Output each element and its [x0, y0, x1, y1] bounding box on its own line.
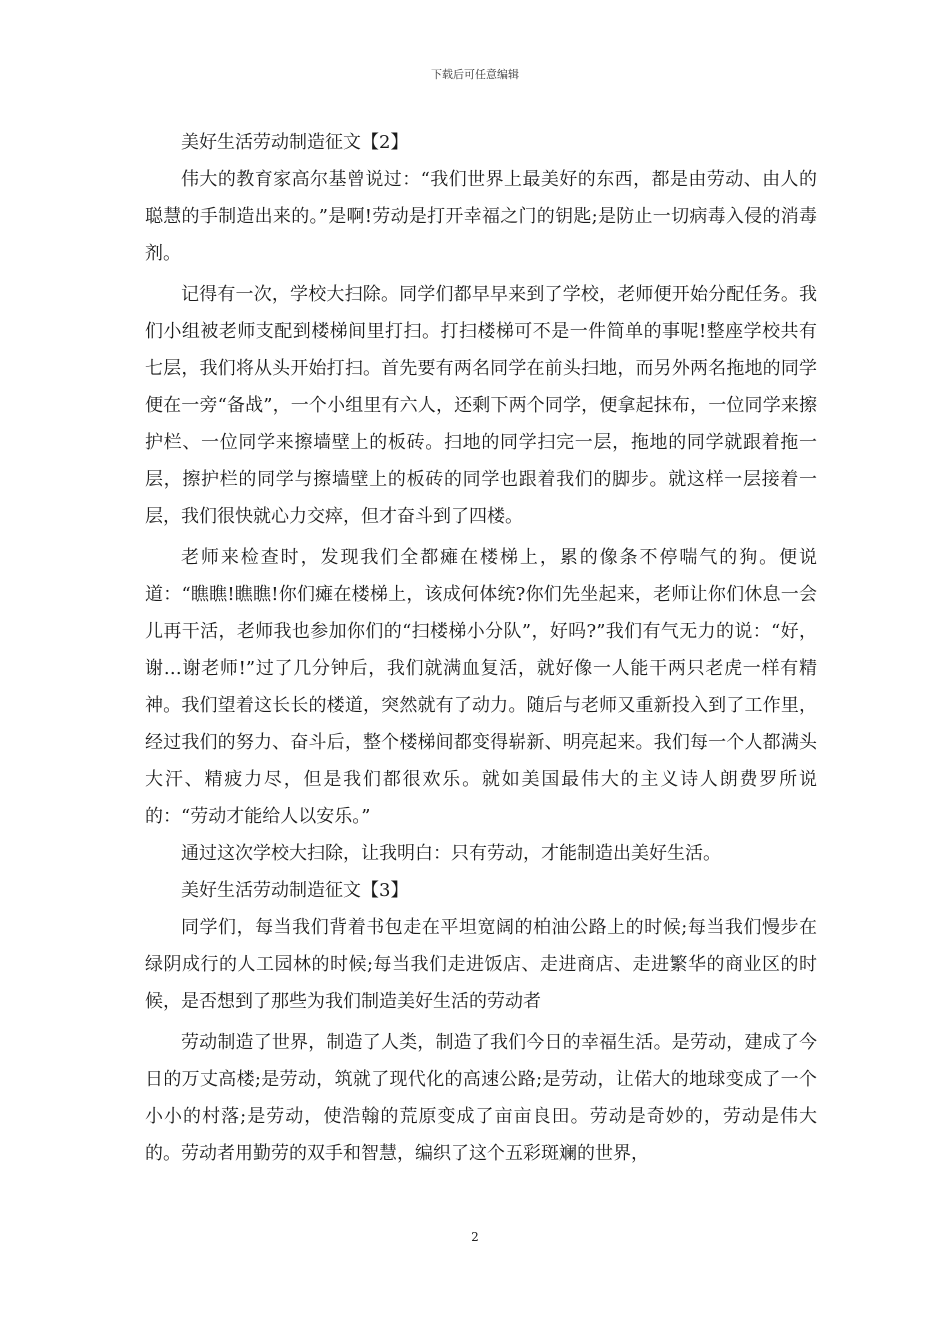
section-title: 美好生活劳动制造征文【2】 — [181, 132, 409, 153]
paragraph: 伟大的教育家高尔基曾说过：“我们世界上最美好的东西，都是由劳动、由人的聪慧的手制造出来的。”是啊!劳动是打开幸福之门的钥匙;是防止一切病毒入侵的消毒剂。 — [145, 169, 817, 264]
paragraph: 记得有一次，学校大扫除。同学们都早早来到了学校，老师便开始分配任务。我们小组被老师支配到楼梯间里打扫。打扫楼梯可不是一件简单的事呢!整座学校共有七层，我们将从头开始打扫。首先要有两名同学在前头扫地，而另外两名拖地的同学便在一旁“备战”，一个小组里有六人，还剩下两个同学，便拿起抹布，一位同学来擦护栏、一位同学来擦墙壁上的板砖。扫地的同学扫完一层，拖地的同学就跟着拖一层，擦护栏的同学与擦墙壁上的板砖的同学也跟着我们的脚步。就这样一层接着一层，我们很快就心力交瘁，但才奋斗到了四楼。 — [145, 284, 817, 527]
section-title: 美好生活劳动制造征文【3】 — [181, 880, 409, 901]
paragraph: 通过这次学校大扫除，让我明白：只有劳动，才能制造出美好生活。 — [181, 843, 721, 864]
page-number: 2 — [471, 1230, 479, 1244]
paragraph: 同学们，每当我们背着书包走在平坦宽阔的柏油公路上的时候;每当我们慢步在绿阴成行的人工园林的时候;每当我们走进饭店、走进商店、走进繁华的商业区的时候，是否想到了那些为我们制造美好生活的劳动者 — [145, 917, 817, 1012]
page-header: 下载后可任意编辑 — [431, 68, 519, 81]
document-body — [145, 124, 817, 1172]
paragraph: 劳动制造了世界，制造了人类，制造了我们今日的幸福生活。是劳动，建成了今日的万丈高楼;是劳动，筑就了现代化的高速公路;是劳动，让偌大的地球变成了一个小小的村落;是劳动，使浩翰的荒原变成了亩亩良田。劳动是奇妙的，劳动是伟大的。劳动者用勤劳的双手和智慧，编织了这个五彩斑斓的世界， — [145, 1032, 817, 1164]
paragraph: 老师来检查时，发现我们全都瘫在楼梯上，累的像条不停喘气的狗。便说道：“瞧瞧!瞧瞧!你们瘫在楼梯上，该成何体统?你们先坐起来，老师让你们休息一会儿再干活，老师我也参加你们的“扫楼梯小分队”，好吗?”我们有气无力的说：“好，谢…谢老师!”过了几分钟后，我们就满血复活，就好像一人能干两只老虎一样有精神。我们望着这长长的楼道，突然就有了动力。随后与老师又重新投入到了工作里，经过我们的努力、奋斗后，整个楼梯间都变得崭新、明亮起来。我们每一个人都满头大汗、精疲力尽，但是我们都很欢乐。就如美国最伟大的主义诗人朗费罗所说的：“劳动才能给人以安乐。” — [145, 547, 817, 827]
